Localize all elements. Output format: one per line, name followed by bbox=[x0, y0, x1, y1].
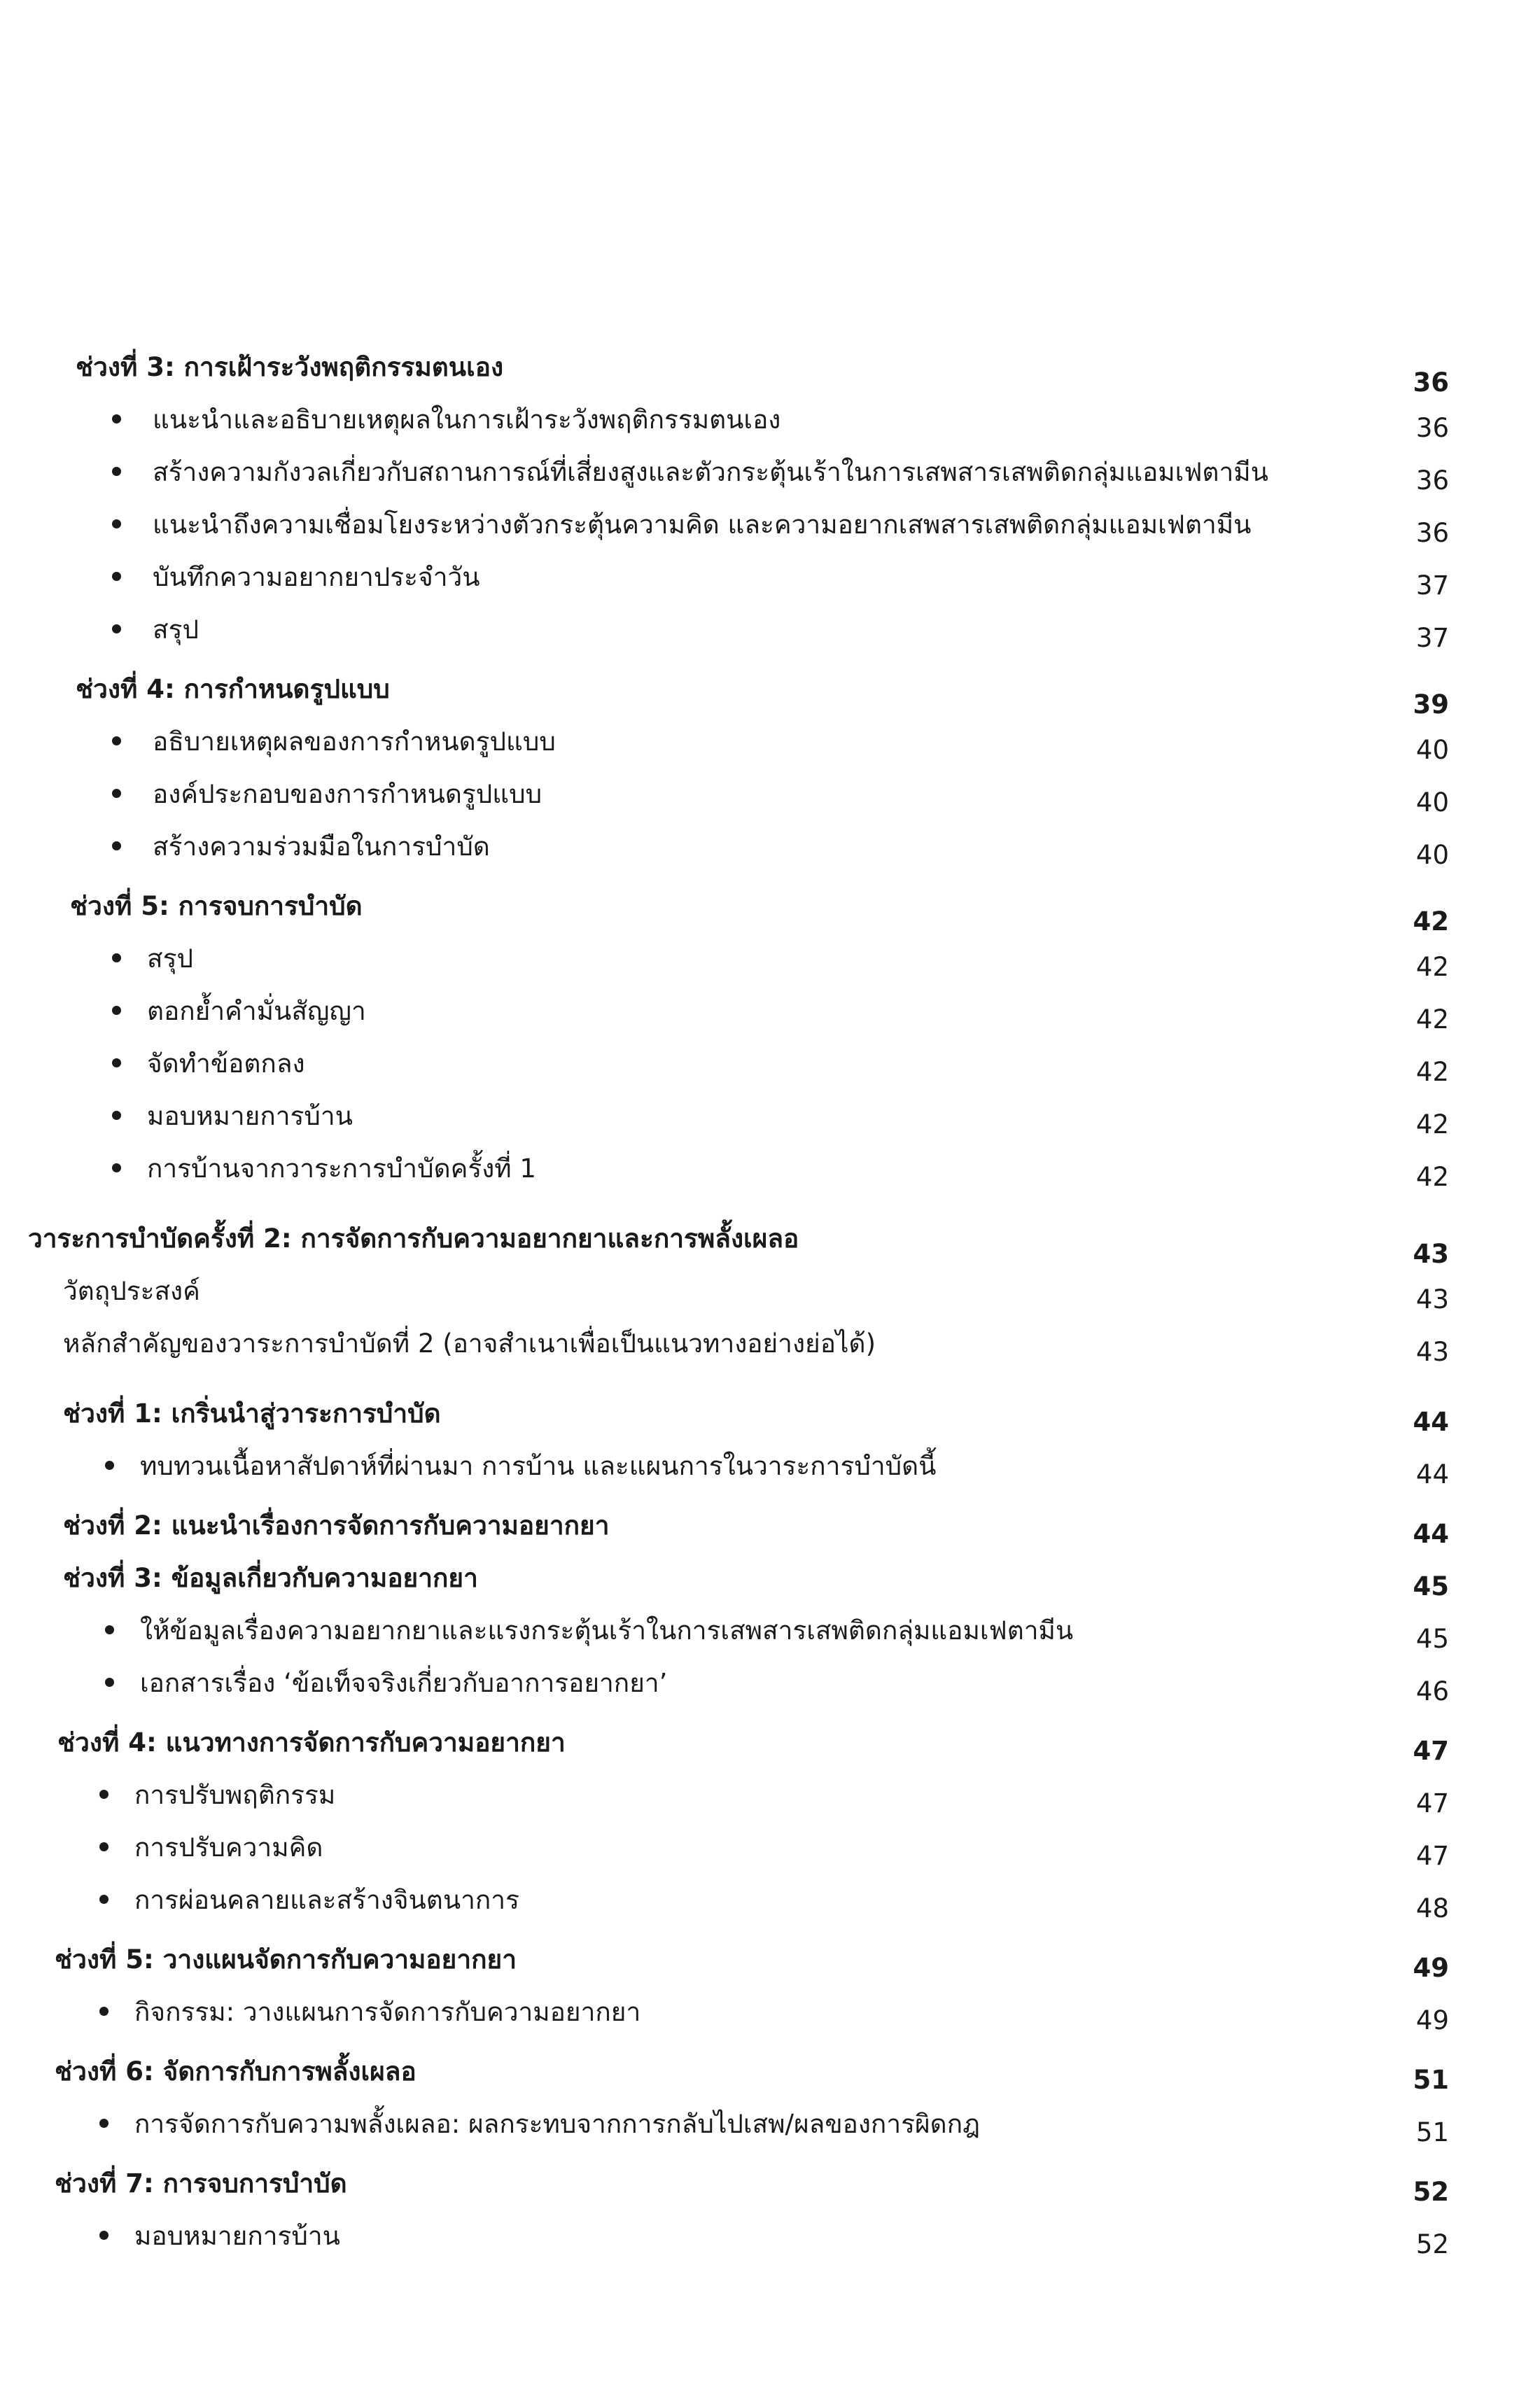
bullet-icon bbox=[99, 2119, 108, 2128]
toc-item bbox=[0, 1991, 1540, 2040]
bullet-icon bbox=[105, 1678, 114, 1687]
bullet-icon bbox=[99, 1842, 108, 1851]
toc-item-label: อธิบายเหตุผลของการกำหนดรูปแบบ bbox=[153, 727, 556, 757]
bullet-icon bbox=[99, 1895, 108, 1904]
toc-page-number: 47 bbox=[1415, 1841, 1449, 1871]
toc-page-number: 37 bbox=[1415, 623, 1449, 653]
toc-item-label: มอบหมายการบ้าน bbox=[134, 2221, 340, 2251]
toc-page-number: 43 bbox=[1415, 1284, 1449, 1314]
toc-heading-label: ช่วงที่ 3: ข้อมูลเกี่ยวกับความอยากยา bbox=[63, 1563, 478, 1593]
toc-heading-label: ช่วงที่ 6: จัดการกับการพลั้งเผลอ bbox=[55, 2056, 416, 2087]
bullet-icon bbox=[105, 1625, 114, 1634]
toc-item-label: มอบหมายการบ้าน bbox=[147, 1101, 353, 1131]
toc-chapter-label: วาระการบำบัดครั้งที่ 2: การจัดการกับความอยากยาและการพลั้งเผลอ bbox=[28, 1223, 799, 1254]
bullet-icon bbox=[112, 841, 121, 850]
toc-page-number: 46 bbox=[1415, 1676, 1449, 1706]
toc-page-number: 42 bbox=[1415, 1057, 1449, 1087]
toc-page-number: 52 bbox=[1415, 2229, 1449, 2259]
toc-heading-label: ช่วงที่ 5: วางแผนจัดการกับความอยากยา bbox=[55, 1944, 517, 1975]
toc-heading bbox=[0, 2163, 1540, 2212]
bullet-icon bbox=[112, 572, 121, 581]
toc-item bbox=[0, 1323, 1540, 1372]
toc-item-label: การปรับพฤติกรรม bbox=[134, 1780, 336, 1810]
toc-heading-label: ช่วงที่ 3: การเฝ้าระวังพฤติกรรมตนเอง bbox=[76, 352, 504, 382]
toc-heading-label: ช่วงที่ 7: การจบการบำบัด bbox=[55, 2168, 347, 2199]
toc-page-number: 42 bbox=[1415, 1162, 1449, 1192]
toc-item bbox=[0, 1270, 1540, 1319]
toc-item bbox=[0, 1095, 1540, 1144]
toc-page-number: 42 bbox=[1415, 1004, 1449, 1035]
bullet-icon bbox=[112, 736, 121, 745]
toc-heading bbox=[0, 1722, 1540, 1771]
toc-page-number: 36 bbox=[1415, 465, 1449, 496]
toc-heading-label: ช่วงที่ 2: แนะนำเรื่องการจัดการกับความอยากยา bbox=[63, 1510, 610, 1541]
toc-page-number: 47 bbox=[1413, 1736, 1449, 1766]
toc-page-number: 45 bbox=[1415, 1624, 1449, 1654]
bullet-icon bbox=[112, 789, 121, 798]
toc-heading bbox=[0, 1939, 1540, 1988]
bullet-icon bbox=[112, 1111, 121, 1120]
toc-page-number: 40 bbox=[1415, 735, 1449, 765]
toc-heading-label: ช่วงที่ 1: เกริ่นนำสู่วาระการบำบัด bbox=[63, 1398, 441, 1429]
toc-item bbox=[0, 1610, 1540, 1659]
toc-item-label: การผ่อนคลายและสร้างจินตนาการ bbox=[134, 1885, 519, 1915]
toc-item bbox=[0, 826, 1540, 875]
toc-page-number: 36 bbox=[1415, 518, 1449, 548]
toc-heading bbox=[0, 885, 1540, 937]
toc-item bbox=[0, 451, 1540, 500]
toc-item bbox=[0, 990, 1540, 1039]
toc-item-label: ทบทวนเนื้อหาสัปดาห์ที่ผ่านมา การบ้าน และแผนการในวาระการบำบัดนี้ bbox=[140, 1451, 937, 1481]
toc-item bbox=[0, 504, 1540, 553]
toc-item bbox=[0, 1043, 1540, 1092]
toc-heading bbox=[0, 2051, 1540, 2100]
bullet-icon bbox=[99, 1790, 108, 1799]
toc-heading bbox=[0, 346, 1540, 398]
toc-page-number: 45 bbox=[1413, 1571, 1449, 1601]
toc-page-number: 44 bbox=[1415, 1459, 1449, 1489]
toc-item bbox=[0, 1445, 1540, 1494]
bullet-icon bbox=[112, 1163, 121, 1172]
toc-page-number: 44 bbox=[1413, 1519, 1449, 1549]
toc-page-number: 49 bbox=[1413, 1953, 1449, 1983]
toc-page-number: 40 bbox=[1415, 840, 1449, 870]
bullet-icon bbox=[112, 414, 121, 423]
bullet-icon bbox=[99, 2231, 108, 2240]
toc-item-label: บันทึกความอยากยาประจำวัน bbox=[153, 562, 480, 592]
toc-page-number: 49 bbox=[1415, 2005, 1449, 2035]
toc-item bbox=[0, 773, 1540, 822]
bullet-icon bbox=[112, 1006, 121, 1015]
toc-page-number: 44 bbox=[1413, 1407, 1449, 1437]
toc-item bbox=[0, 721, 1540, 770]
toc-item-label: เอกสารเรื่อง ‘ข้อเท็จจริงเกี่ยวกับอาการอยากยา’ bbox=[140, 1668, 668, 1698]
toc-item-label: การปรับความคิด bbox=[134, 1832, 323, 1863]
toc-item-label: องค์ประกอบของการกำหนดรูปแบบ bbox=[153, 779, 542, 809]
toc-item bbox=[0, 1662, 1540, 1711]
toc-heading bbox=[0, 1505, 1540, 1554]
toc-item bbox=[0, 2215, 1540, 2264]
toc-item-label: สร้างความร่วมมือในการบำบัด bbox=[153, 832, 490, 862]
toc-item-label: ให้ข้อมูลเรื่องความอยากยาและแรงกระตุ้นเร้าในการเสพสารเสพติดกลุ่มแอมเฟตามีน bbox=[140, 1615, 1074, 1646]
toc-item bbox=[0, 556, 1540, 605]
toc-heading bbox=[0, 668, 1540, 720]
toc-page-number: 42 bbox=[1415, 952, 1449, 982]
toc-item-label: หลักสำคัญของวาระการบำบัดที่ 2 (อาจสำเนาเพื่อเป็นแนวทางอย่างย่อได้) bbox=[63, 1328, 876, 1359]
toc-item bbox=[0, 609, 1540, 658]
toc-item bbox=[0, 2103, 1540, 2152]
toc-heading-label: ช่วงที่ 4: แนวทางการจัดการกับความอยากยา bbox=[57, 1727, 566, 1758]
toc-heading-label: ช่วงที่ 4: การกำหนดรูปแบบ bbox=[76, 674, 390, 704]
toc-item bbox=[0, 1148, 1540, 1197]
toc-heading bbox=[0, 1393, 1540, 1442]
toc-item-label: แนะนำถึงความเชื่อมโยงระหว่างตัวกระตุ้นความคิด และความอยากเสพสารเสพติดกลุ่มแอมเฟตามีน bbox=[153, 510, 1252, 540]
toc-item-label: วัตถุประสงค์ bbox=[63, 1276, 200, 1306]
toc-chapter-heading bbox=[0, 1218, 1540, 1267]
toc-item bbox=[0, 1774, 1540, 1823]
toc-item-label: สรุป bbox=[153, 615, 199, 645]
toc-item bbox=[0, 1827, 1540, 1876]
toc-item bbox=[0, 1879, 1540, 1928]
bullet-icon bbox=[112, 467, 121, 476]
toc-item-label: สรุป bbox=[147, 944, 193, 974]
toc-page-number: 51 bbox=[1413, 2065, 1449, 2095]
toc-page-number: 39 bbox=[1413, 689, 1449, 720]
toc-page-number: 42 bbox=[1413, 906, 1449, 937]
toc-page-number: 51 bbox=[1415, 2117, 1449, 2147]
toc-page-number: 36 bbox=[1415, 413, 1449, 443]
toc-item-label: สร้างความกังวลเกี่ยวกับสถานการณ์ที่เสี่ยงสูงและตัวกระตุ้นเร้าในการเสพสารเสพติดกลุ่มแอมเฟตามีน bbox=[153, 457, 1268, 487]
toc-page-number: 40 bbox=[1415, 787, 1449, 818]
bullet-icon bbox=[112, 519, 121, 528]
toc-item-label: แนะนำและอธิบายเหตุผลในการเฝ้าระวังพฤติกรรมตนเอง bbox=[153, 405, 781, 435]
toc-page-number: 43 bbox=[1413, 1239, 1449, 1269]
bullet-icon bbox=[99, 2007, 108, 2016]
toc-page-number: 37 bbox=[1415, 570, 1449, 601]
toc-page-number: 47 bbox=[1415, 1788, 1449, 1818]
toc-item bbox=[0, 399, 1540, 448]
toc-item-label: ตอกย้ำคำมั่นสัญญา bbox=[147, 996, 366, 1026]
toc-heading-label: ช่วงที่ 5: การจบการบำบัด bbox=[70, 891, 363, 921]
bullet-icon bbox=[105, 1461, 114, 1470]
toc-item-label: จัดทำข้อตกลง bbox=[147, 1049, 305, 1079]
toc-item-label: การจัดการกับความพลั้งเผลอ: ผลกระทบจากการกลับไปเสพ/ผลของการผิดกฎ bbox=[134, 2109, 980, 2139]
toc-page-number: 43 bbox=[1415, 1337, 1449, 1367]
toc-heading bbox=[0, 1557, 1540, 1606]
toc-item-label: การบ้านจากวาระการบำบัดครั้งที่ 1 bbox=[147, 1154, 536, 1184]
toc-item bbox=[0, 938, 1540, 987]
toc-page-number: 42 bbox=[1415, 1109, 1449, 1140]
toc-item-label: กิจกรรม: วางแผนการจัดการกับความอยากยา bbox=[134, 1997, 641, 2027]
bullet-icon bbox=[112, 1058, 121, 1067]
toc-page-number: 48 bbox=[1415, 1893, 1449, 1923]
toc-page-number: 52 bbox=[1413, 2177, 1449, 2207]
bullet-icon bbox=[112, 624, 121, 633]
toc-page-number: 36 bbox=[1413, 367, 1449, 398]
bullet-icon bbox=[112, 953, 121, 962]
